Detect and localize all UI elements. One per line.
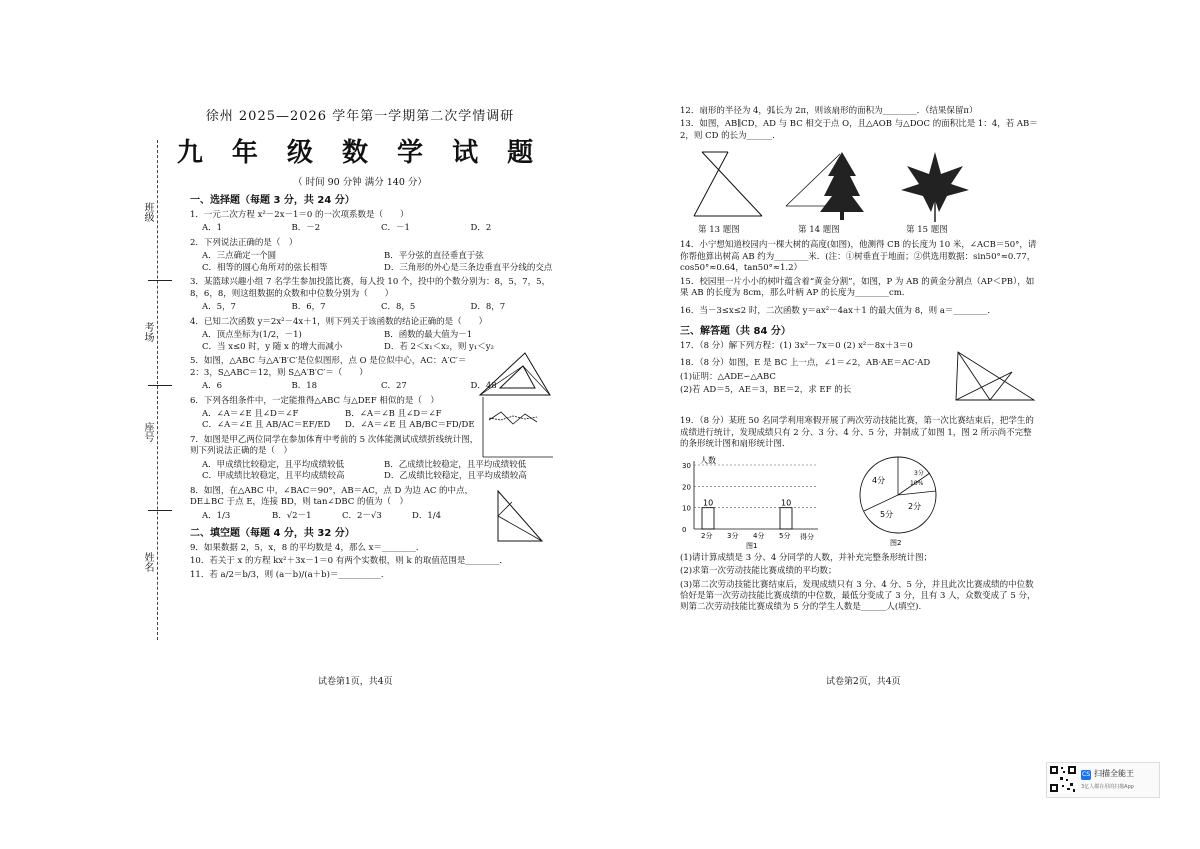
tree-figure xyxy=(780,146,870,224)
option: A．甲成绩比较稳定，且平均成绩较低 xyxy=(202,459,345,470)
option: D．若 2＜x₁＜x₂，则 y₁＜y₂ xyxy=(384,341,494,352)
binding-dashed-line xyxy=(157,140,158,640)
option: B．18 xyxy=(291,381,318,392)
question-8-block xyxy=(190,486,560,522)
binding-blank xyxy=(148,280,172,281)
crossing-lines-figure xyxy=(688,146,768,224)
option: B．乙成绩比较稳定，且平均成绩较低 xyxy=(384,459,527,470)
y-tick-label: 30 xyxy=(682,461,691,470)
option: A．三点确定一个圆 xyxy=(202,251,277,262)
y-axis-title: 人数 xyxy=(700,455,716,465)
question-9: 9．如果数据 2，5，x，8 的平均数是 4，那么 x＝________． xyxy=(190,542,425,553)
score-line-chart-figure xyxy=(475,392,555,462)
option: D．1/4 xyxy=(412,510,441,521)
figure-caption: 第 13 题图 xyxy=(698,224,740,235)
question-15: 15．校园里一片小小的树叶蕴含着“黄金分割”，如图，P 为 AB 的黄金分割点（AP＜PB），如果 AB 的长度为 8cm，那么叶柄 AP 的长度为________cm． xyxy=(680,276,1035,299)
question-6-block xyxy=(190,396,560,432)
question-19-part1: (1)请计算成绩是 3 分、4 分同学的人数，并补充完整条形统计图； xyxy=(680,552,932,563)
question-3: 3．某篮球兴趣小组 7 名学生参加投篮比赛，每人投 10 个，投中的个数分别为：8，5，7，5，8，6，8，则这组数据的众数和中位数分别为（ ） xyxy=(190,277,551,299)
question-12: 12．扇形的半径为 4，弧长为 2π，则该扇形的面积为________．（结果保留π） xyxy=(680,106,978,116)
section-choice-title: 一、选择题（每题 3 分，共 24 分） xyxy=(190,195,355,207)
option: C．相等的圆心角所对的弦长相等 xyxy=(202,262,328,273)
pie-label-2: 2分 xyxy=(908,501,922,511)
option: B．－2 xyxy=(291,223,321,234)
option: C．8，5 xyxy=(381,302,416,313)
exam-page-2 xyxy=(600,0,1200,849)
option: C．27 xyxy=(381,381,407,392)
option: B．平分弦的直径垂直于弦 xyxy=(384,251,484,262)
binding-blank xyxy=(148,510,172,511)
binding-blank xyxy=(148,385,172,386)
option: A．1 xyxy=(202,223,223,234)
right-column xyxy=(680,104,1040,616)
question-19-charts xyxy=(680,453,1040,551)
exam-meta: （ 时间 90 分钟 满分 140 分） xyxy=(293,176,427,188)
binding-label-room: 考场 xyxy=(142,322,153,342)
question-4: 4．已知二次函数 y＝2x²－4x＋1，则下列关于该函数的结论正确的是（ ） xyxy=(190,316,488,327)
question-18-block xyxy=(680,358,1040,414)
binding-strip xyxy=(142,140,168,640)
qr-code-icon xyxy=(1049,765,1077,793)
question-13: 13．如图，AB∥CD，AD 与 BC 相交于点 O，且△AOB 与△DOC 的面积比是 1：4，若 AB＝2，则 CD 的长为______． xyxy=(680,119,1038,141)
section-answer-title: 三、解答题（共 84 分） xyxy=(680,326,791,338)
question-5: 5．如图，△ABC 与△A′B′C′是位似图形，点 O 是位似中心，AC：A′C′＝2：3，S△ABC＝12，则 S△A′B′C′＝（ ） xyxy=(190,356,467,378)
question-11: 11．若 a/2＝b/3，则 (a－b)/(a＋b)＝__________． xyxy=(190,569,390,580)
left-column xyxy=(176,108,560,583)
option: A．∠A＝∠E 且∠D＝∠F xyxy=(202,408,299,419)
question-10: 10．若关于 x 的方程 kx²＋3x－1＝0 有两个实数根，则 k 的取值范围是________． xyxy=(190,556,508,567)
scanner-watermark xyxy=(1046,762,1160,798)
pie-label-pct: 10% xyxy=(910,479,924,487)
page-footer: 试卷第1页，共4页 xyxy=(318,677,393,687)
x-tick-label: 5分 xyxy=(779,531,791,540)
figure-label: 图1 xyxy=(746,541,758,549)
question-16: 16．当－3≤x≤2 时，二次函数 y＝ax²－4ax＋1 的最大值为 8，则 a＝________． xyxy=(680,305,996,316)
pie-divider xyxy=(864,495,898,511)
y-tick-label: 0 xyxy=(682,525,687,534)
pie-label-3: 3分 xyxy=(914,469,924,477)
option: A．5，7 xyxy=(202,302,236,313)
pie-divider xyxy=(898,491,936,495)
option: C．∠A＝∠E 且 AB/AC＝EF/ED xyxy=(202,420,331,431)
question-19: 19．（8 分）某班 50 名同学利用寒假开展了两次劳动技能比赛，第一次比赛结束后，把学生的成绩进行统计，发现成绩只有 2 分、3 分、4 分、5 分，并制成了如图 1，图 2 所示尚不完整的条形统计图和扇形统计图． xyxy=(680,416,1034,450)
question-17: 17．（8 分）解下列方程：(1) 3x²－7x＝0 (2) x²－8x＋3＝0 xyxy=(680,340,913,351)
option: A．6 xyxy=(202,381,223,392)
exam-title: 九 年 级 数 学 试 题 xyxy=(176,137,544,168)
option: C．甲成绩比较稳定，且平均成绩较高 xyxy=(202,471,345,482)
triangle-ade-figure xyxy=(950,344,1040,406)
pie-label-4: 4分 xyxy=(872,475,886,485)
bar xyxy=(780,507,792,528)
option: B．∠A＝∠B 且∠D＝∠F xyxy=(345,408,442,419)
figure-strip-13-15 xyxy=(680,146,1040,236)
pie-chart-figure xyxy=(850,453,970,549)
figure-caption: 第 14 题图 xyxy=(798,224,840,235)
question-8: 8．如图，在△ABC 中，∠BAC＝90°，AB＝AC，点 D 为边 AC 的中点，DE⊥BC 于点 E，连接 BD，则 tan∠DBC 的值为（ ） xyxy=(190,485,474,508)
option: A．顶点坐标为(1/2，－1) xyxy=(202,330,302,341)
option: C．－1 xyxy=(381,223,410,234)
question-6-options xyxy=(202,409,482,432)
option: D．∠A＝∠E 且 AB/BC＝FD/DE xyxy=(345,420,475,431)
option: C．2－√3 xyxy=(342,510,382,521)
question-1: 1．一元二次方程 x²－2x－1＝0 的一次项系数是（ ） xyxy=(190,209,409,220)
x-axis-title: 得分 xyxy=(800,532,814,541)
figure-label: 图2 xyxy=(890,538,902,547)
option: A．1/3 xyxy=(202,510,231,521)
y-tick-label: 10 xyxy=(682,504,691,513)
x-tick-label: 4分 xyxy=(753,531,765,540)
option: B．函数的最大值为－1 xyxy=(384,330,473,341)
bar xyxy=(702,507,714,528)
question-8-options xyxy=(202,511,482,522)
question-18: 18．（8 分）如图，E 是 BC 上一点，∠1＝∠2，AB·AE＝AC·AD xyxy=(680,358,931,369)
section-fill-title: 二、填空题（每题 4 分，共 32 分） xyxy=(190,528,355,540)
bar-data-label: 10 xyxy=(781,498,792,508)
option: B．6，7 xyxy=(291,302,326,313)
question-5-block xyxy=(190,356,560,379)
x-tick-label: 2分 xyxy=(701,531,713,540)
pie-label-5: 5分 xyxy=(880,509,894,519)
question-6: 6．下列各组条件中，一定能推得△ABC 与△DEF 相似的是（ ） xyxy=(190,395,439,406)
figure-caption: 第 15 题图 xyxy=(906,224,948,235)
right-triangle-figure xyxy=(490,486,550,546)
question-18-part2: (2)若 AD＝5，AE＝3，BE＝2，求 EF 的长 xyxy=(680,385,852,396)
question-14: 14．小宁想知道校园内一棵大树的高度(如图)，他测得 CB 的长度为 10 米，∠ACB＝50°，请你帮他算出树高 AB 约为________米．(注：①树垂直于地面；②供选用数据：sin50°≈0.77，cos50°≈0.64，tan50°≈1.2） xyxy=(680,240,1037,274)
binding-label-class: 班级 xyxy=(142,202,153,222)
bar-data-label: 10 xyxy=(703,498,714,508)
scanner-name: 扫描全能王 xyxy=(1094,769,1134,778)
binding-label-seat: 座号 xyxy=(142,422,153,442)
y-tick-label: 20 xyxy=(682,482,691,491)
question-7-options xyxy=(202,460,560,483)
option: D．三角形的外心是三条边垂直平分线的交点 xyxy=(384,262,553,273)
option: D．2 xyxy=(470,223,492,234)
question-3-options xyxy=(202,302,560,313)
question-18-part1: (1)证明：△ADE∽△ABC xyxy=(680,371,776,382)
page-footer: 试卷第2页，共4页 xyxy=(826,677,901,687)
scanner-slogan: 3亿人都在用的扫描App xyxy=(1081,784,1134,790)
question-19-part2: (2)求第一次劳动技能比赛成绩的平均数； xyxy=(680,566,837,577)
option: C．当 x≤0 时，y 随 x 的增大而减小 xyxy=(202,341,343,352)
option: D．乙成绩比较稳定，且平均成绩较高 xyxy=(384,471,527,482)
question-7: 7．如图是甲乙两位同学在参加体育中考前的 5 次体能测试成绩折线统计图，则下列说法正确的是（ ） xyxy=(190,434,479,457)
question-2: 2．下列说法正确的是（ ） xyxy=(190,237,298,248)
question-19-part3: (3)第二次劳动技能比赛结束后，发现成绩只有 3 分、4 分、5 分，并且此次比赛成绩的中位数恰好是第一次劳动技能比赛成绩的中位数，最低分变成了 3 分，且有 3 人，众数变成了 5 分，则第二次劳动技能比赛成绩为 5 分的学生人数是______人(填空). xyxy=(680,579,1036,613)
question-1-options xyxy=(202,223,560,234)
binding-label-name: 姓名 xyxy=(142,552,153,572)
question-2-options xyxy=(202,251,560,274)
exam-subtitle: 徐州 2025—2026 学年第一学期第二次学情调研 xyxy=(205,109,515,124)
leaf-figure xyxy=(895,146,975,224)
exam-header xyxy=(176,108,560,189)
bar-chart-figure xyxy=(680,453,830,549)
scanner-logo-icon: CS xyxy=(1082,771,1090,778)
option: B．√2－1 xyxy=(272,510,312,521)
option: D．8，7 xyxy=(470,302,506,313)
x-tick-label: 3分 xyxy=(727,531,739,540)
option: D．48 xyxy=(470,381,497,392)
